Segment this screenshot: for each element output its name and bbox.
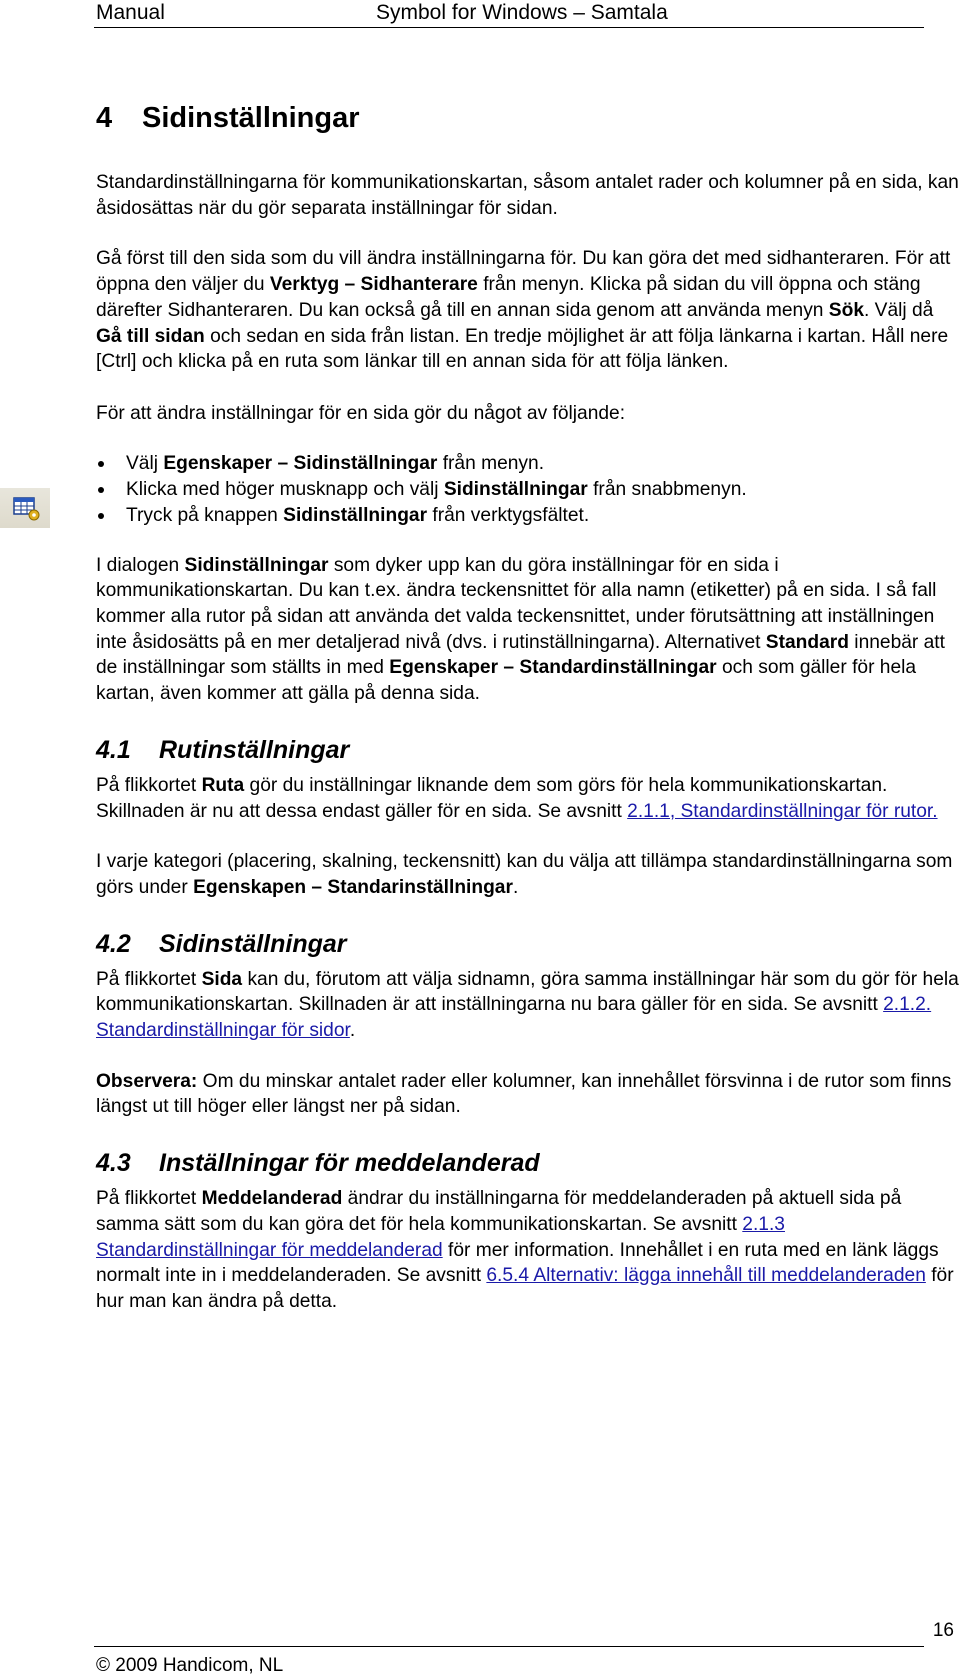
section-4-1-paragraph: På flikkortet Ruta gör du inställningar liknande dem som görs för hela kommunikationskartan. Skillnaden är nu att dessa endast gäller för en sida. Se avsnitt 2.1.1, Standardinställningar för rutor. xyxy=(96,774,938,822)
header-title: Symbol for Windows – Samtala xyxy=(376,1,668,24)
link-6-5-4[interactable]: 6.5.4 Alternativ: lägga innehåll till meddelanderaden xyxy=(486,1265,926,1287)
link-2-1-1[interactable]: 2.1.1, Standardinställningar för rutor. xyxy=(627,800,938,822)
section-4-1-heading: 4.1 Rutinställningar xyxy=(96,735,350,764)
page-settings-icon xyxy=(0,488,50,528)
options-list xyxy=(96,451,960,529)
list-item: Tryck på knappen Sidinställningar från verktygsfältet. xyxy=(96,503,960,529)
dialog-paragraph: I dialogen Sidinställningar som dyker upp kan du göra inställningar för en sida i kommunikationskartan. Du kan t.ex. ändra teckensnittet för alla namn (etiketter) på en sida. I så fall kommer alla rutor på sidan att använda det valda teckensnittet, under förutsättning att inställningen inte åsidosätts på en mer detaljerad nivå (dvs. i rutinställningarna). Alternativet Standard innebär att de inställningar som ställts in med Egenskaper – Standardinställningar och som gäller för hela kartan, även kommer att gälla på denna sida. xyxy=(96,554,945,705)
page-number: 16 xyxy=(932,1620,954,1641)
link-2-1-3[interactable]: 2.1.3 Standardinställningar för meddelanderad xyxy=(96,1213,785,1261)
section-4-3-paragraph: På flikkortet Meddelanderad ändrar du inställningarna för meddelanderaden på aktuell sida på samma sätt som du kan göra det för hela kommunikationskartan. Se avsnitt 2.1.3 Standardinställningar för meddelanderad för mer information. Innehållet i en ruta med en länk läggs normalt inte in i meddelanderaden. Se avsnitt 6.5.4 Alternativ: lägga innehåll till meddelanderaden för hur man kan ändra på detta. xyxy=(96,1188,954,1312)
list-item: Välj Egenskaper – Sidinställningar från menyn. xyxy=(96,451,960,477)
intro-paragraph: Standardinställningarna för kommunikationskartan, såsom antalet rader och kolumner på en sida, kan åsidosättas när du gör separata inställningar för sidan. xyxy=(96,172,959,219)
list-item: Klicka med höger musknapp och välj Sidinställningar från snabbmenyn. xyxy=(96,477,960,503)
chapter-title: Sidinställningar xyxy=(142,102,360,134)
copyright-text: © 2009 Handicom, NL xyxy=(96,1655,284,1676)
note-paragraph: Observera: Om du minskar antalet rader eller kolumner, kan innehållet försvinna i de rutor som finns längst ut till höger eller längst ner på sidan. xyxy=(96,1070,952,1118)
header-manual: Manual xyxy=(96,1,165,24)
page-header xyxy=(94,0,924,28)
document-body xyxy=(96,92,960,1315)
chapter-heading xyxy=(96,100,960,136)
section-4-1-paragraph-2: I varje kategori (placering, skalning, teckensnitt) kan du välja att tillämpa standardinställningarna som görs under Egenskapen – Standarinställningar. xyxy=(96,851,953,898)
navigation-paragraph: Gå först till den sida som du vill ändra inställningarna för. Du kan göra det med sidhanteraren. För att öppna den väljer du Verktyg – Sidhanterare från menyn. Klicka på sidan du vill öppna och stäng därefter Sidhanteraren. Du kan också gå till en annan sida genom att använda menyn Sök. Välj då Gå till sidan och sedan en sida från listan. En tredje möjlighet är att följa länkarna i kartan. Håll nere [Ctrl] och klicka på en ruta som länkar till en annan sida för att följa länken. xyxy=(96,248,951,373)
link-2-1-2[interactable]: 2.1.2. Standardinställningar för sidor xyxy=(96,994,932,1042)
chapter-number: 4 xyxy=(96,102,113,134)
section-4-2-paragraph: På flikkortet Sida kan du, förutom att välja sidnamn, göra samma inställningar här som du gör för hela kommunikationskartan. Skillnaden är att inställningarna nu bara gäller för en sida. Se avsnitt 2.1.2. Standardinställningar för sidor. xyxy=(96,968,959,1042)
page-footer xyxy=(94,1620,954,1677)
section-4-2-heading: 4.2 Sidinställningar xyxy=(96,929,347,958)
section-4-3-heading: 4.3 Inställningar för meddelanderad xyxy=(96,1149,540,1178)
options-intro: För att ändra inställningar för en sida gör du något av följande: xyxy=(96,402,626,424)
